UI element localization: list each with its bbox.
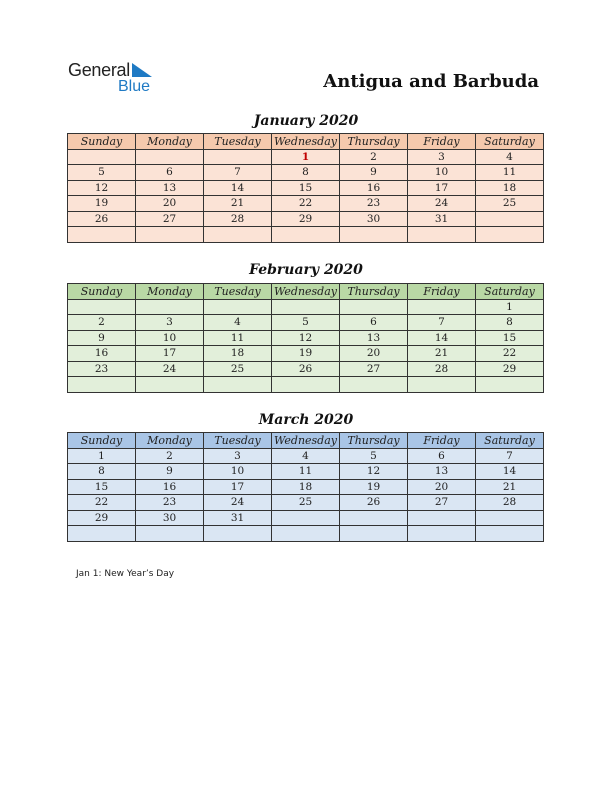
calendar-february (67, 283, 544, 393)
logo-text-general: General (68, 60, 130, 80)
weekday-header-friday: Friday (408, 433, 476, 449)
weekday-header-thursday: Thursday (340, 134, 408, 150)
day-cell: 23 (136, 495, 204, 511)
logo-triangle-icon (132, 63, 154, 77)
day-cell: 6 (408, 448, 476, 464)
day-cell: 17 (204, 479, 272, 495)
day-cell (204, 377, 272, 393)
week-row (68, 479, 544, 495)
day-cell: 2 (340, 149, 408, 165)
week-row (68, 448, 544, 464)
day-cell: 26 (340, 495, 408, 511)
day-cell: 10 (136, 330, 204, 346)
weekday-header-tuesday: Tuesday (204, 284, 272, 300)
day-cell (408, 510, 476, 526)
day-cell: 26 (68, 211, 136, 227)
week-row (68, 526, 544, 542)
weekday-header-thursday: Thursday (340, 284, 408, 300)
day-cell: 23 (68, 361, 136, 377)
day-cell (408, 526, 476, 542)
day-cell (272, 227, 340, 243)
day-cell: 15 (68, 479, 136, 495)
day-cell: 23 (340, 196, 408, 212)
weekday-header-sunday: Sunday (68, 433, 136, 449)
day-cell (272, 510, 340, 526)
day-cell: 24 (136, 361, 204, 377)
day-cell (272, 377, 340, 393)
week-row (68, 180, 544, 196)
day-cell: 1 (476, 299, 544, 315)
week-row (68, 315, 544, 331)
month-title-february: February 2020 (249, 262, 363, 278)
day-cell: 13 (136, 180, 204, 196)
day-cell: 20 (136, 196, 204, 212)
day-cell: 21 (476, 479, 544, 495)
day-cell: 21 (204, 196, 272, 212)
day-cell: 21 (408, 346, 476, 362)
day-cell: 2 (68, 315, 136, 331)
day-cell: 8 (476, 315, 544, 331)
day-cell: 9 (136, 464, 204, 480)
day-cell (340, 377, 408, 393)
day-cell: 1 (68, 448, 136, 464)
day-cell: 3 (136, 315, 204, 331)
day-cell (204, 299, 272, 315)
day-cell (408, 377, 476, 393)
day-cell: 2 (136, 448, 204, 464)
weekday-header-monday: Monday (136, 284, 204, 300)
day-cell: 5 (340, 448, 408, 464)
day-cell: 29 (68, 510, 136, 526)
week-row (68, 211, 544, 227)
day-cell: 20 (408, 479, 476, 495)
day-cell: 5 (272, 315, 340, 331)
weekday-header-friday: Friday (408, 284, 476, 300)
day-cell: 25 (204, 361, 272, 377)
month-title-january: January 2020 (253, 113, 359, 129)
day-cell: 13 (408, 464, 476, 480)
day-cell (340, 299, 408, 315)
day-cell: 24 (408, 196, 476, 212)
day-cell: 30 (136, 510, 204, 526)
day-cell: 3 (408, 149, 476, 165)
calendar-january (67, 133, 544, 243)
week-row (68, 377, 544, 393)
day-cell (272, 526, 340, 542)
day-cell: 17 (136, 346, 204, 362)
week-row (68, 299, 544, 315)
day-cell (476, 227, 544, 243)
day-cell: 31 (408, 211, 476, 227)
week-row (68, 346, 544, 362)
week-row (68, 196, 544, 212)
day-cell: 16 (68, 346, 136, 362)
day-cell: 20 (340, 346, 408, 362)
day-cell: 19 (68, 196, 136, 212)
calendar-march (67, 432, 544, 542)
day-cell (340, 227, 408, 243)
weekday-header-monday: Monday (136, 134, 204, 150)
day-cell (408, 227, 476, 243)
weekday-header-sunday: Sunday (68, 284, 136, 300)
day-cell: 27 (136, 211, 204, 227)
weekday-header-friday: Friday (408, 134, 476, 150)
day-cell (476, 377, 544, 393)
day-cell: 11 (272, 464, 340, 480)
day-cell: 24 (204, 495, 272, 511)
day-cell (204, 526, 272, 542)
day-cell (68, 299, 136, 315)
weekday-header-tuesday: Tuesday (204, 134, 272, 150)
day-cell: 14 (408, 330, 476, 346)
day-cell (68, 227, 136, 243)
day-cell (476, 526, 544, 542)
day-cell: 9 (340, 165, 408, 181)
day-cell: 26 (272, 361, 340, 377)
day-cell (136, 299, 204, 315)
day-cell: 14 (476, 464, 544, 480)
generalblue-logo (68, 60, 168, 98)
week-row (68, 464, 544, 480)
weekday-header-wednesday: Wednesday (272, 284, 340, 300)
day-cell (136, 149, 204, 165)
day-cell (68, 377, 136, 393)
day-cell (272, 299, 340, 315)
day-cell: 7 (408, 315, 476, 331)
week-row (68, 149, 544, 165)
day-cell: 25 (476, 196, 544, 212)
weekday-header-tuesday: Tuesday (204, 433, 272, 449)
day-cell: 16 (136, 479, 204, 495)
day-cell: 16 (340, 180, 408, 196)
weekday-header-wednesday: Wednesday (272, 433, 340, 449)
weekday-header-saturday: Saturday (476, 134, 544, 150)
day-cell: 31 (204, 510, 272, 526)
week-row (68, 165, 544, 181)
day-cell: 27 (340, 361, 408, 377)
day-cell: 30 (340, 211, 408, 227)
day-cell (68, 149, 136, 165)
day-cell: 25 (272, 495, 340, 511)
day-cell: 12 (68, 180, 136, 196)
day-cell (476, 211, 544, 227)
weekday-header-saturday: Saturday (476, 433, 544, 449)
logo-text-blue: Blue (118, 78, 151, 95)
day-cell: 8 (272, 165, 340, 181)
day-cell: 15 (272, 180, 340, 196)
day-cell: 29 (476, 361, 544, 377)
day-cell: 1 (272, 149, 340, 165)
weekday-header-sunday: Sunday (68, 134, 136, 150)
country-title: Antigua and Barbuda (323, 71, 539, 92)
day-cell: 7 (476, 448, 544, 464)
day-cell (340, 526, 408, 542)
day-cell: 8 (68, 464, 136, 480)
day-cell: 22 (272, 196, 340, 212)
day-cell: 11 (204, 330, 272, 346)
day-cell: 10 (408, 165, 476, 181)
day-cell: 18 (476, 180, 544, 196)
day-cell: 18 (204, 346, 272, 362)
day-cell: 4 (204, 315, 272, 331)
week-row (68, 495, 544, 511)
day-cell: 28 (476, 495, 544, 511)
day-cell: 19 (340, 479, 408, 495)
day-cell: 4 (476, 149, 544, 165)
day-cell: 28 (408, 361, 476, 377)
day-cell (68, 526, 136, 542)
day-cell (136, 377, 204, 393)
weekday-header-thursday: Thursday (340, 433, 408, 449)
month-title-march: March 2020 (258, 412, 354, 428)
day-cell: 14 (204, 180, 272, 196)
holiday-note: Jan 1: New Year’s Day (76, 569, 175, 579)
day-cell: 19 (272, 346, 340, 362)
day-cell: 22 (476, 346, 544, 362)
day-cell: 10 (204, 464, 272, 480)
day-cell: 6 (136, 165, 204, 181)
day-cell (204, 149, 272, 165)
day-cell: 12 (340, 464, 408, 480)
weekday-header-monday: Monday (136, 433, 204, 449)
day-cell: 22 (68, 495, 136, 511)
day-cell (340, 510, 408, 526)
day-cell: 4 (272, 448, 340, 464)
weekday-header-row (68, 433, 544, 449)
day-cell: 9 (68, 330, 136, 346)
week-row (68, 361, 544, 377)
day-cell: 29 (272, 211, 340, 227)
day-cell: 18 (272, 479, 340, 495)
day-cell: 28 (204, 211, 272, 227)
day-cell (408, 299, 476, 315)
day-cell: 12 (272, 330, 340, 346)
week-row (68, 227, 544, 243)
day-cell: 3 (204, 448, 272, 464)
weekday-header-row (68, 284, 544, 300)
day-cell: 5 (68, 165, 136, 181)
week-row (68, 510, 544, 526)
week-row (68, 330, 544, 346)
day-cell: 27 (408, 495, 476, 511)
day-cell: 11 (476, 165, 544, 181)
day-cell: 7 (204, 165, 272, 181)
day-cell: 15 (476, 330, 544, 346)
day-cell: 17 (408, 180, 476, 196)
day-cell (136, 526, 204, 542)
weekday-header-wednesday: Wednesday (272, 134, 340, 150)
day-cell (136, 227, 204, 243)
day-cell (476, 510, 544, 526)
day-cell (204, 227, 272, 243)
day-cell: 6 (340, 315, 408, 331)
weekday-header-saturday: Saturday (476, 284, 544, 300)
weekday-header-row (68, 134, 544, 150)
day-cell: 13 (340, 330, 408, 346)
